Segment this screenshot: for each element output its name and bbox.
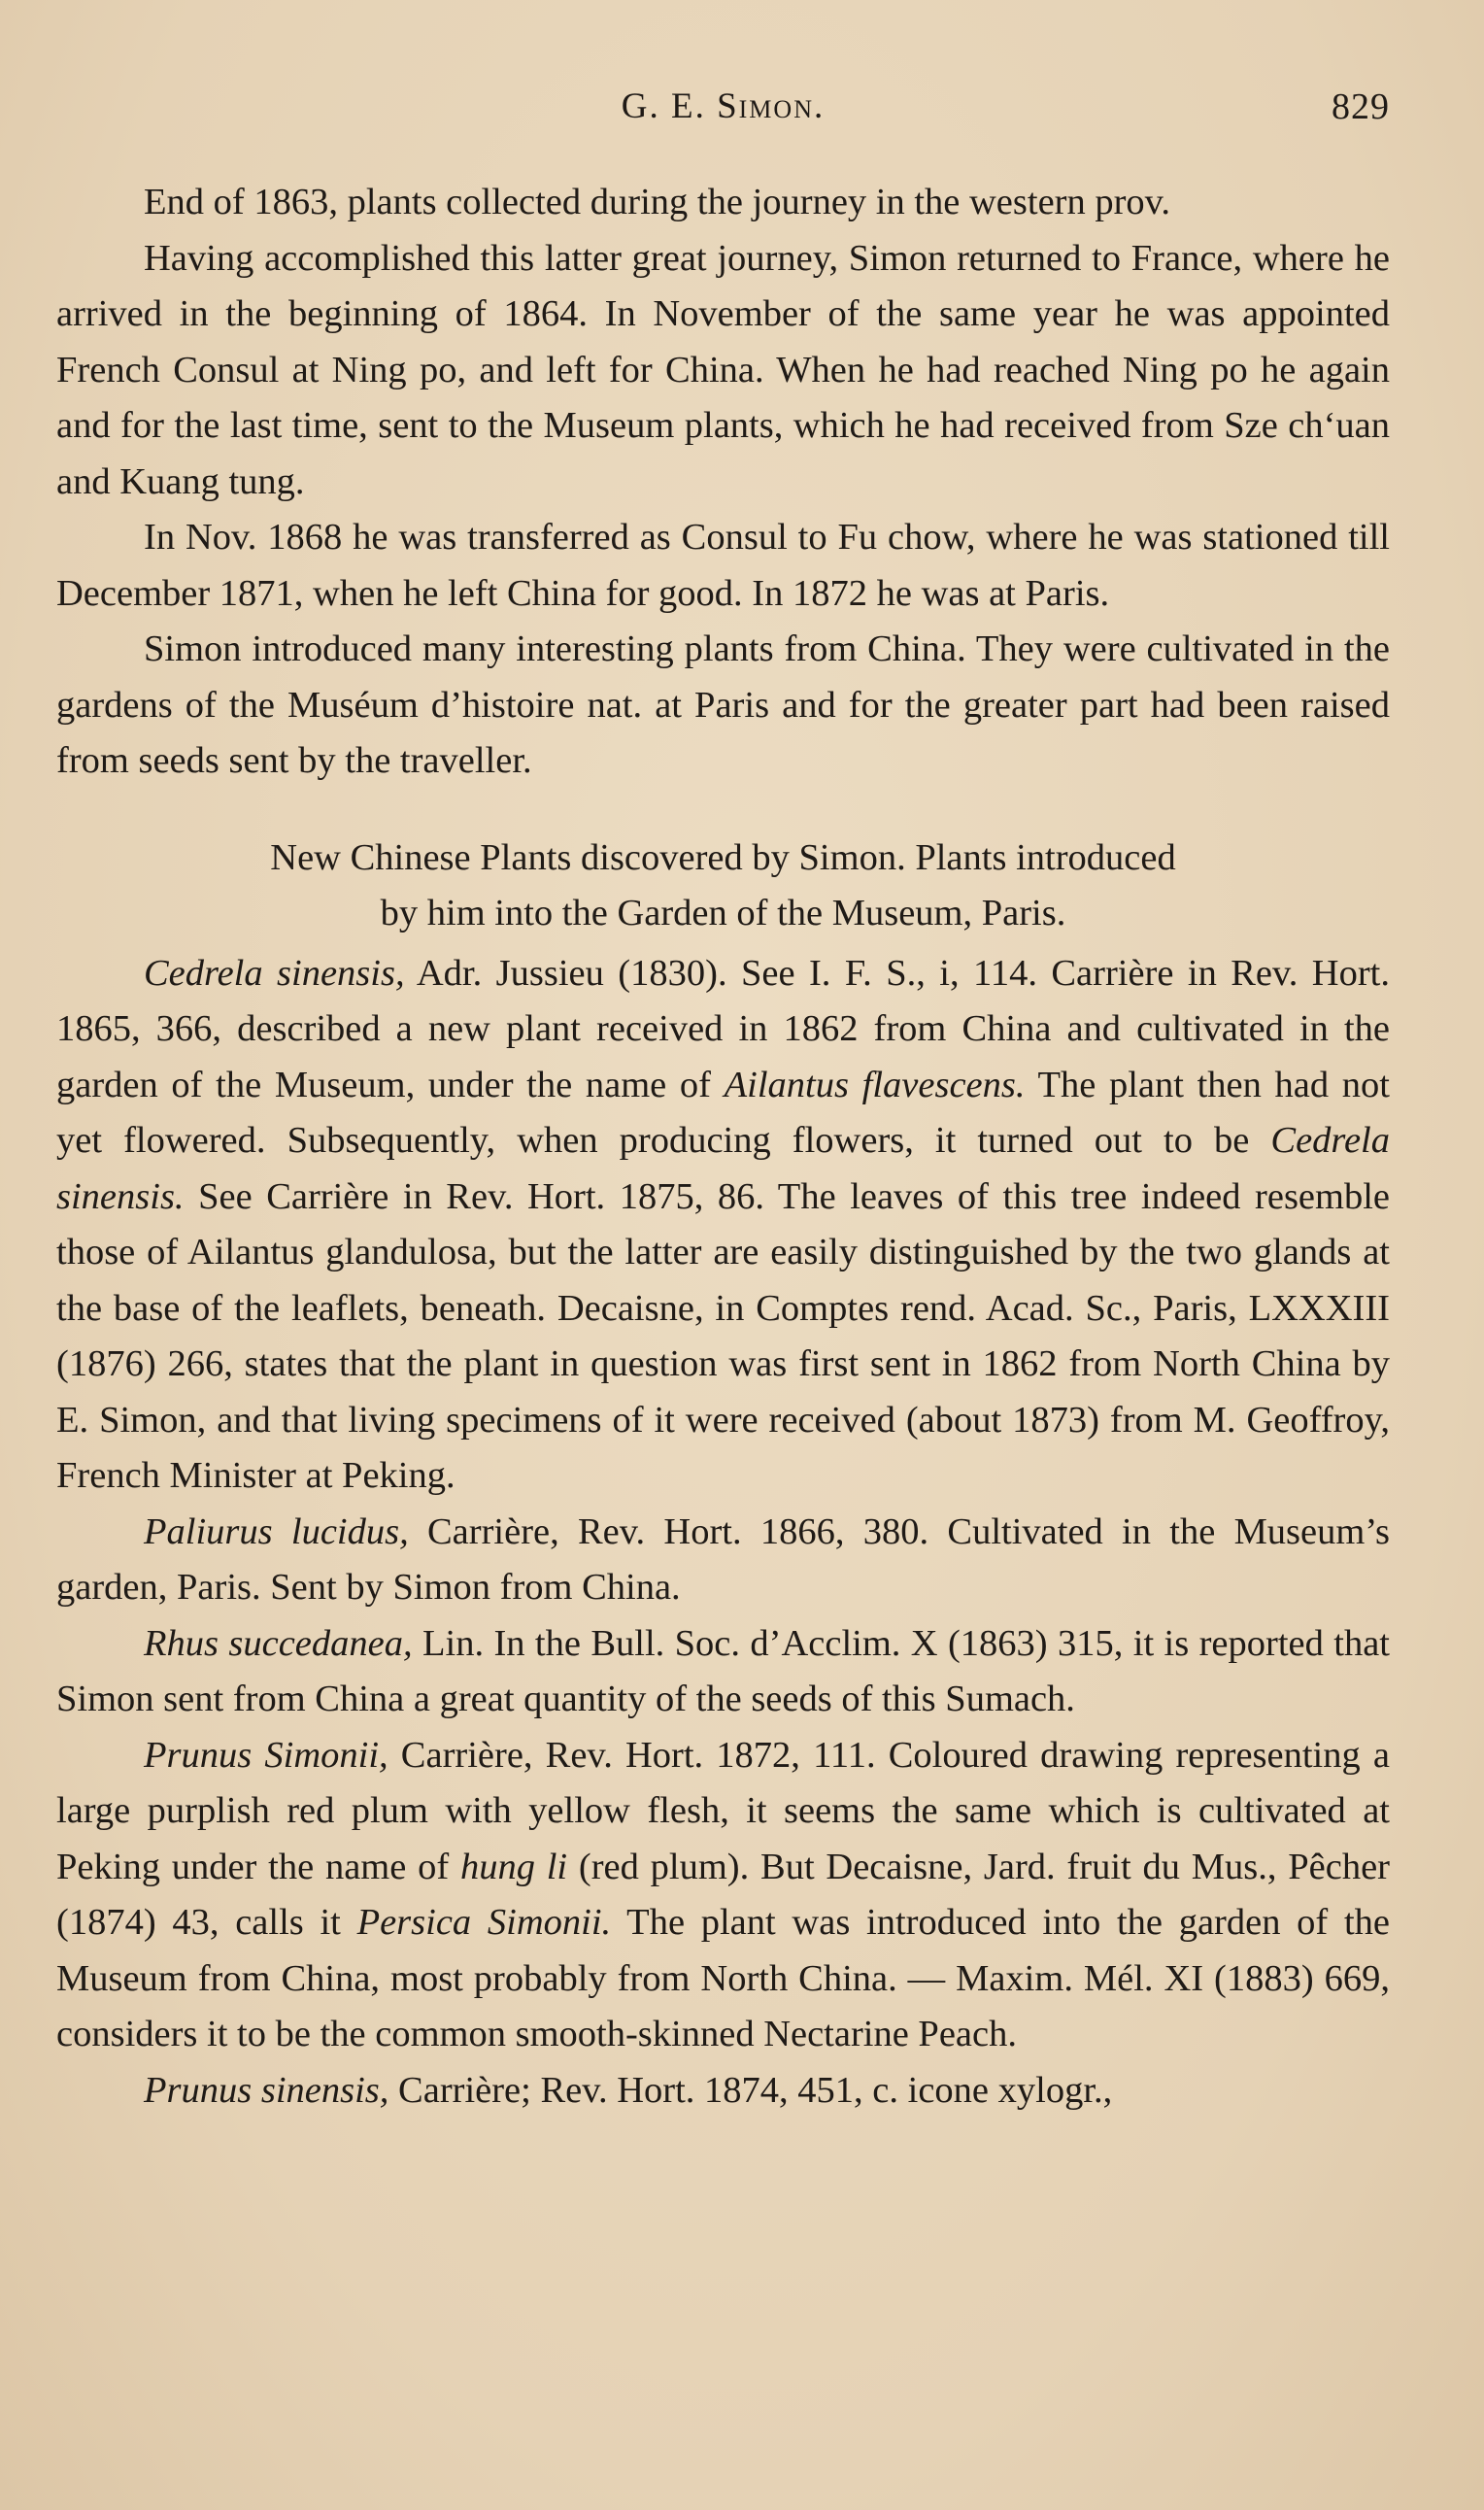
species-name: Cedrela sinensis. xyxy=(56,1120,1390,1217)
species-name: Paliurus lucidus, xyxy=(144,1510,409,1552)
section-heading xyxy=(56,831,1390,942)
entry-rhus-succedanea xyxy=(56,1616,1390,1728)
entry-text: The plant was introduced into the garden of the Museum from China, most probably from North China. — Maxim. Mél. XI (1883) 669, considers it to be the common smooth-skinned Nectarine Peach. xyxy=(56,1902,1391,2054)
paragraph: Having accomplished this latter great journey, Simon returned to France, where he arrived in the beginning of 1864. In November of the same year he was appointed French Consul at Ning po, and left for China. When he had reached Ning po he again and for the last time, sent to the Museum plants, which he had received from Sze ch‘uan and Kuang tung. xyxy=(56,237,1390,502)
paragraph: In Nov. 1868 he was transferred as Consul to Fu chow, where he was stationed till December 1871, when he left China for good. In 1872 he was at Paris. xyxy=(56,517,1390,614)
entry-text: Carrière; Rev. Hort. 1874, 451, c. icone xylogr., xyxy=(388,2069,1113,2111)
species-name: Cedrela sinensis, xyxy=(144,952,405,994)
page-header xyxy=(56,85,1390,138)
species-name: Prunus sinensis, xyxy=(144,2069,389,2111)
section-heading-line: New Chinese Plants discovered by Simon. Plants introduced xyxy=(270,836,1176,878)
section-heading-line: by him into the Garden of the Museum, Paris. xyxy=(380,893,1066,933)
species-name: Ailantus flavescens. xyxy=(724,1064,1026,1105)
species-name: Persica Simonii. xyxy=(356,1902,612,1943)
species-name: Prunus Simonii, xyxy=(144,1734,388,1776)
entry-text: Lin. In the Bull. Soc. d’Acclim. X (1863) 315, it is reported that Simon sent from China a great quantity of the seeds of this Sumach. xyxy=(56,1622,1390,1719)
entry-text: See Carrière in Rev. Hort. 1875, 86. The leaves of this tree indeed resemble those of Ailantus glandulosa, but the latter are easily distinguished by the two glands at the base of the leaflets, beneath. Decaisne, in Comptes rend. Acad. Sc., Paris, LXXXIII (1876) 266, states that the plant in question was first sent in 1862 from North China by E. Simon, and that living specimens of it were received (about 1873) from M. Geoffroy, French Minister at Peking. xyxy=(56,1175,1390,1496)
vernacular-name: hung li xyxy=(459,1846,568,1887)
entry-text: (red plum). But Decaisne, Jard. fruit du Mus., Pêcher (1874) 43, calls it xyxy=(56,1846,1390,1943)
entry-cedrela-sinensis xyxy=(56,946,1390,1505)
page-number: 829 xyxy=(1332,86,1390,127)
entry-text: Carrière, Rev. Hort. 1872, 111. Coloured drawing representing a large purplish red plum with yellow flesh, it seems the same which is cultivated at Peking under the name of xyxy=(56,1734,1390,1887)
paragraph: Simon introduced many interesting plants from China. They were cultivated in the gardens of the Muséum d’histoire nat. at Paris and for the greater part had been raised from seeds sent by the traveller. xyxy=(56,628,1390,781)
body-text xyxy=(56,175,1390,2119)
entry-prunus-sinensis xyxy=(56,2063,1390,2120)
species-name: Rhus succedanea, xyxy=(144,1622,413,1664)
entry-paliurus-lucidus xyxy=(56,1505,1390,1616)
entry-text: Carrière, Rev. Hort. 1866, 380. Cultivated in the Museum’s garden, Paris. Sent by Simon from China. xyxy=(56,1510,1390,1608)
running-head: G. E. Simon. xyxy=(621,86,826,126)
entry-text: The plant then had not yet flowered. Subsequently, when producing flowers, it turned out to be xyxy=(56,1064,1390,1161)
entry-prunus-simonii xyxy=(56,1728,1390,2063)
entry-text: Adr. Jussieu (1830). See I. F. S., i, 114. Carrière in Rev. Hort. 1865, 366, described a new plant received in 1862 from China and cultivated in the garden of the Museum, under the name of xyxy=(56,952,1390,1105)
paragraph: End of 1863, plants collected during the journey in the western prov. xyxy=(144,182,1171,222)
